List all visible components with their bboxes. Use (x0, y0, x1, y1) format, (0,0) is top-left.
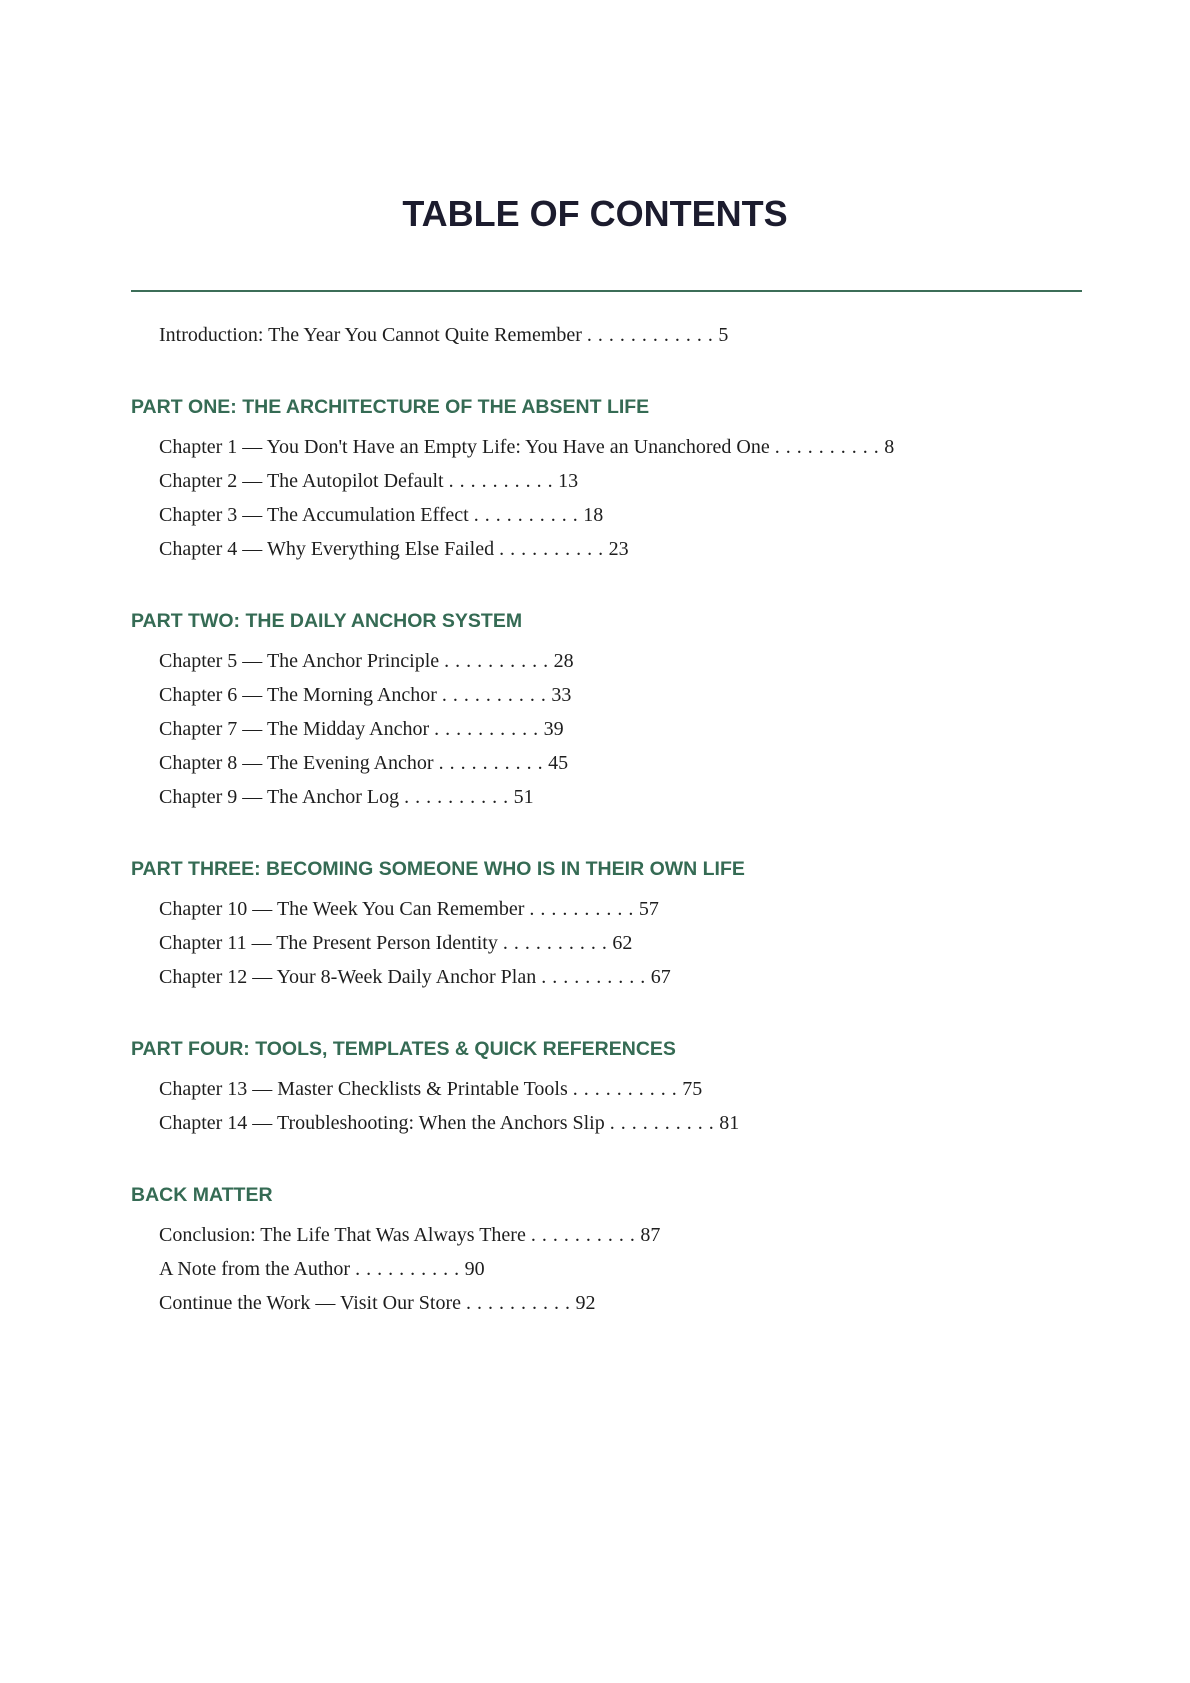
toc-page-number: 75 (682, 1078, 703, 1100)
toc-entry-label: Chapter 1 — You Don't Have an Empty Life: You Have an Unanchored One (159, 436, 770, 458)
toc-leader-dots: . . . . . . . . . . (355, 1258, 460, 1280)
toc-leader-dots: . . . . . . . . . . (609, 1112, 715, 1134)
page-title: TABLE OF CONTENTS (402, 193, 788, 234)
toc-leader-dots: . . . . . . . . . . (404, 786, 509, 808)
toc-entry[interactable] (131, 1252, 1082, 1286)
toc-entry[interactable] (131, 746, 1082, 780)
part-heading: PART THREE: BECOMING SOMEONE WHO IS IN THEIR OWN LIFE (131, 858, 745, 880)
toc-entry[interactable] (131, 712, 1082, 746)
toc-page-number: 39 (543, 718, 564, 740)
toc-page-number: 33 (551, 684, 572, 706)
toc-entry[interactable] (131, 430, 1082, 464)
toc-leader-dots: . . . . . . . . . . (438, 752, 544, 774)
toc-entry[interactable] (131, 644, 1082, 678)
toc-entry[interactable] (131, 498, 1082, 532)
toc-page-number: 8 (884, 436, 895, 458)
toc-page-number: 45 (548, 752, 569, 774)
toc-entry[interactable] (131, 532, 1082, 566)
toc-leader-dots: . . . . . . . . . . (499, 538, 604, 560)
toc-entry-label: Chapter 4 — Why Everything Else Failed (159, 538, 495, 560)
toc-entry[interactable] (131, 960, 1082, 994)
toc-entry[interactable] (131, 780, 1082, 814)
toc-entry-label: Chapter 12 — Your 8-Week Daily Anchor Plan (159, 966, 537, 988)
toc-leader-dots: . . . . . . . . . . (502, 932, 608, 954)
toc-entry-label: Chapter 10 — The Week You Can Remember (159, 898, 525, 920)
toc-entry-label: Chapter 2 — The Autopilot Default (159, 470, 444, 492)
toc-entry-label: Chapter 6 — The Morning Anchor (159, 684, 437, 706)
toc-entry-label: Chapter 13 — Master Checklists & Printable Tools (159, 1078, 568, 1100)
toc-page-number: 18 (583, 504, 604, 526)
toc-page-number: 28 (553, 650, 574, 672)
toc-entry-label: Chapter 14 — Troubleshooting: When the Anchors Slip (159, 1112, 605, 1134)
toc-leader-dots: . . . . . . . . . . (541, 966, 646, 988)
toc-page-number: 81 (719, 1112, 740, 1134)
toc-leader-dots: . . . . . . . . . . . . (586, 324, 714, 346)
toc-leader-dots: . . . . . . . . . . (441, 684, 547, 706)
toc-entry[interactable] (131, 892, 1082, 926)
toc-leader-dots: . . . . . . . . . . (473, 504, 579, 526)
toc-page-number: 92 (575, 1292, 596, 1314)
toc-section-3 (131, 856, 1082, 994)
toc-parts (131, 394, 1082, 1320)
title-divider (131, 290, 1082, 292)
toc-entry[interactable] (131, 1106, 1082, 1140)
toc-page-number: 5 (718, 324, 729, 346)
toc-section-5 (131, 1182, 1082, 1320)
toc-leader-dots: . . . . . . . . . . (466, 1292, 571, 1314)
toc-page-number: 51 (513, 786, 534, 808)
toc-entry[interactable] (131, 926, 1082, 960)
toc-entry[interactable] (131, 1072, 1082, 1106)
toc-leader-dots: . . . . . . . . . . (774, 436, 880, 458)
toc-page-number: 57 (638, 898, 659, 920)
toc-leader-dots: . . . . . . . . . . (434, 718, 539, 740)
toc-entry[interactable] (131, 678, 1082, 712)
toc-entry-introduction[interactable] (131, 318, 1082, 352)
toc-section-4 (131, 1036, 1082, 1140)
toc-section-2 (131, 608, 1082, 814)
toc-entry-label: Chapter 11 — The Present Person Identity (159, 932, 498, 954)
part-heading: PART FOUR: TOOLS, TEMPLATES & QUICK REFERENCES (131, 1038, 676, 1060)
toc-entry-label: Conclusion: The Life That Was Always There (159, 1224, 526, 1246)
toc-page-number: 13 (558, 470, 579, 492)
toc-entry-label: A Note from the Author (159, 1258, 351, 1280)
toc-entry-label: Chapter 9 — The Anchor Log (159, 786, 400, 808)
toc-entry[interactable] (131, 1286, 1082, 1320)
toc-entry[interactable] (131, 464, 1082, 498)
toc-list (131, 318, 1082, 1320)
toc-page-number: 90 (464, 1258, 485, 1280)
toc-leader-dots: . . . . . . . . . . (529, 898, 634, 920)
part-heading: PART ONE: THE ARCHITECTURE OF THE ABSENT LIFE (131, 396, 650, 418)
toc-leader-dots: . . . . . . . . . . (572, 1078, 678, 1100)
toc-section-1 (131, 394, 1082, 566)
toc-entry-label: Chapter 3 — The Accumulation Effect (159, 504, 469, 526)
toc-leader-dots: . . . . . . . . . . (444, 650, 549, 672)
toc-page-number: 87 (640, 1224, 661, 1246)
toc-entry-label: Introduction: The Year You Cannot Quite Remember (159, 324, 582, 346)
part-heading: BACK MATTER (131, 1184, 273, 1206)
toc-entry-label: Continue the Work — Visit Our Store (159, 1292, 461, 1314)
toc-page-number: 23 (608, 538, 629, 560)
toc-page-number: 67 (650, 966, 671, 988)
toc-entry[interactable] (131, 1218, 1082, 1252)
toc-entry-label: Chapter 8 — The Evening Anchor (159, 752, 434, 774)
toc-entry-label: Chapter 7 — The Midday Anchor (159, 718, 430, 740)
part-heading: PART TWO: THE DAILY ANCHOR SYSTEM (131, 610, 523, 632)
toc-leader-dots: . . . . . . . . . . (530, 1224, 636, 1246)
toc-page-number: 62 (612, 932, 633, 954)
toc-leader-dots: . . . . . . . . . . (448, 470, 554, 492)
toc-entry-label: Chapter 5 — The Anchor Principle (159, 650, 440, 672)
